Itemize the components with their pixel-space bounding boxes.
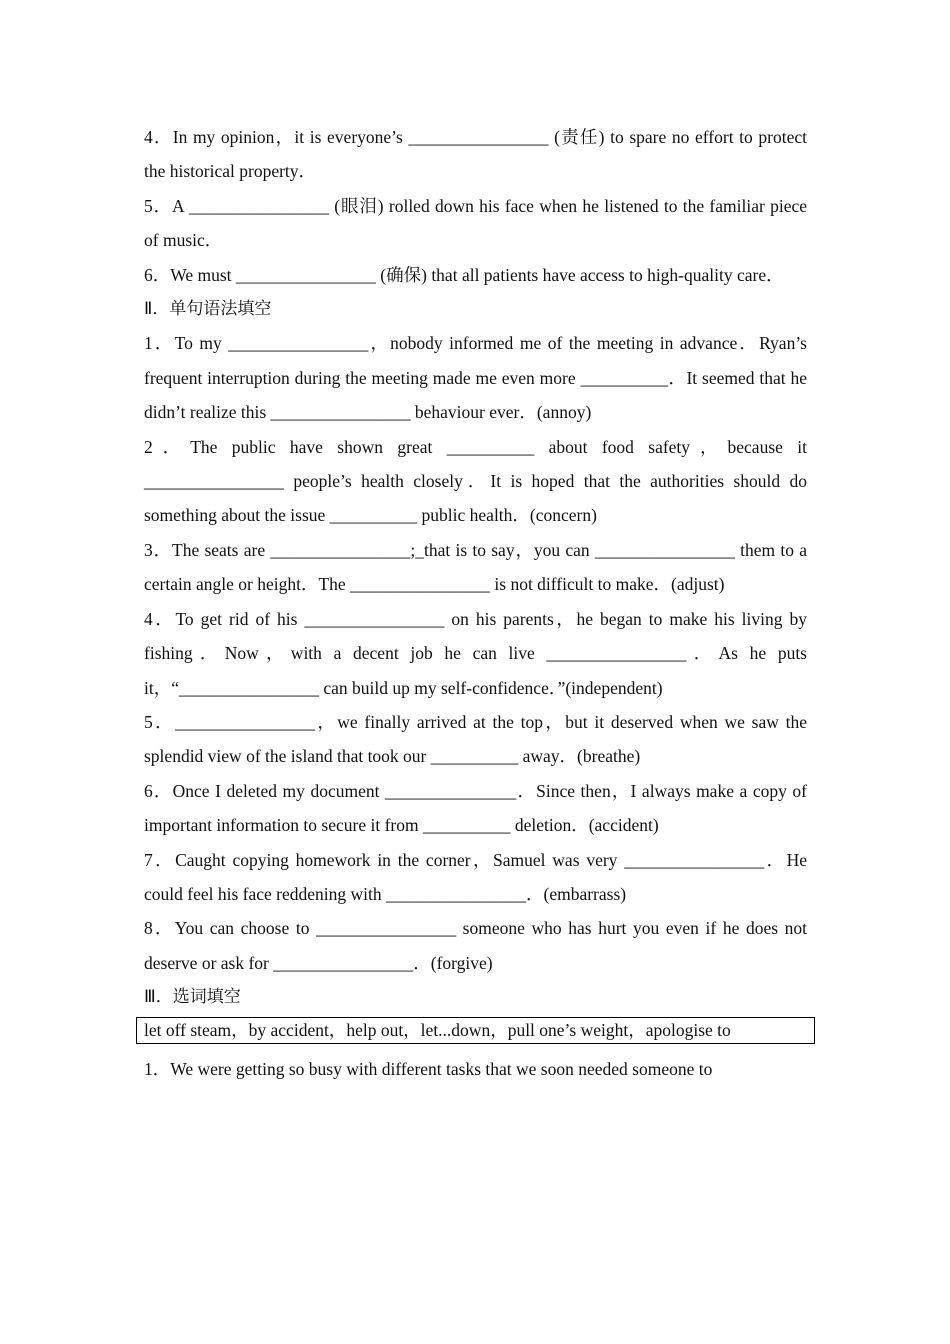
section-heading-word-choice: Ⅲ．选词填空 xyxy=(144,987,241,1008)
grammar-item-3: 3．The seats are ________________;_that is to say，you can ________________ them to a certain angle or height．The ________________ is not difficult to make．(adjust) xyxy=(144,539,807,595)
grammar-item-6: 6．Once I deleted my document _______________．Since then，I always make a copy of important information to secure it from __________ deletion．(accident) xyxy=(144,780,807,836)
grammar-item-8: 8．You can choose to ________________ someone who has hurt you even if he does not deserve or ask for ________________．(forgive) xyxy=(144,918,807,973)
worksheet-page xyxy=(144,120,807,1086)
grammar-item-7: 7．Caught copying homework in the corner，Samuel was very ________________．He could feel his face reddening with ________________．(embarrass) xyxy=(144,849,807,904)
grammar-item-5: 5．________________，we finally arrived at the top，but it deserved when we saw the splendid view of the island that took our __________ away．(breathe) xyxy=(144,711,807,767)
vocab-item-4: 4．In my opinion，it is everyone’s ________________ (责任) to spare no effort to protect the historical property． xyxy=(144,127,807,182)
vocab-item-6: 6．We must ________________ (确保) that all patients have access to high-quality care． xyxy=(144,264,784,285)
grammar-item-2: 2．The public have shown great __________ about food safety，because it ________________ people’s health closely．It is hoped that the authorities should do something about the issue __________ public health．(concern) xyxy=(144,436,807,526)
section-heading-grammar: Ⅱ．单句语法填空 xyxy=(144,299,272,320)
vocab-item-5: 5．A ________________ (眼泪) rolled down his face when he listened to the familiar piece of music． xyxy=(144,195,807,251)
word-bank-box: let off steam，by accident，help out，let...down，pull one’s weight，apologise to xyxy=(136,1017,815,1044)
grammar-item-1: 1．To my ________________，nobody informed me of the meeting in advance．Ryan’s frequent interruption during the meeting made me even more __________．It seemed that he didn’t realize this ________________ behaviour ever．(annoy) xyxy=(144,333,807,423)
grammar-item-4: 4．To get rid of his ________________ on his parents，he began to make his living by fishing．Now，with a decent job he can live ________________．As he puts it，“________________ can build up my self-confidence．”(independent) xyxy=(144,608,807,698)
word-choice-item-1: 1．We were getting so busy with different tasks that we soon needed someone to xyxy=(144,1058,713,1079)
